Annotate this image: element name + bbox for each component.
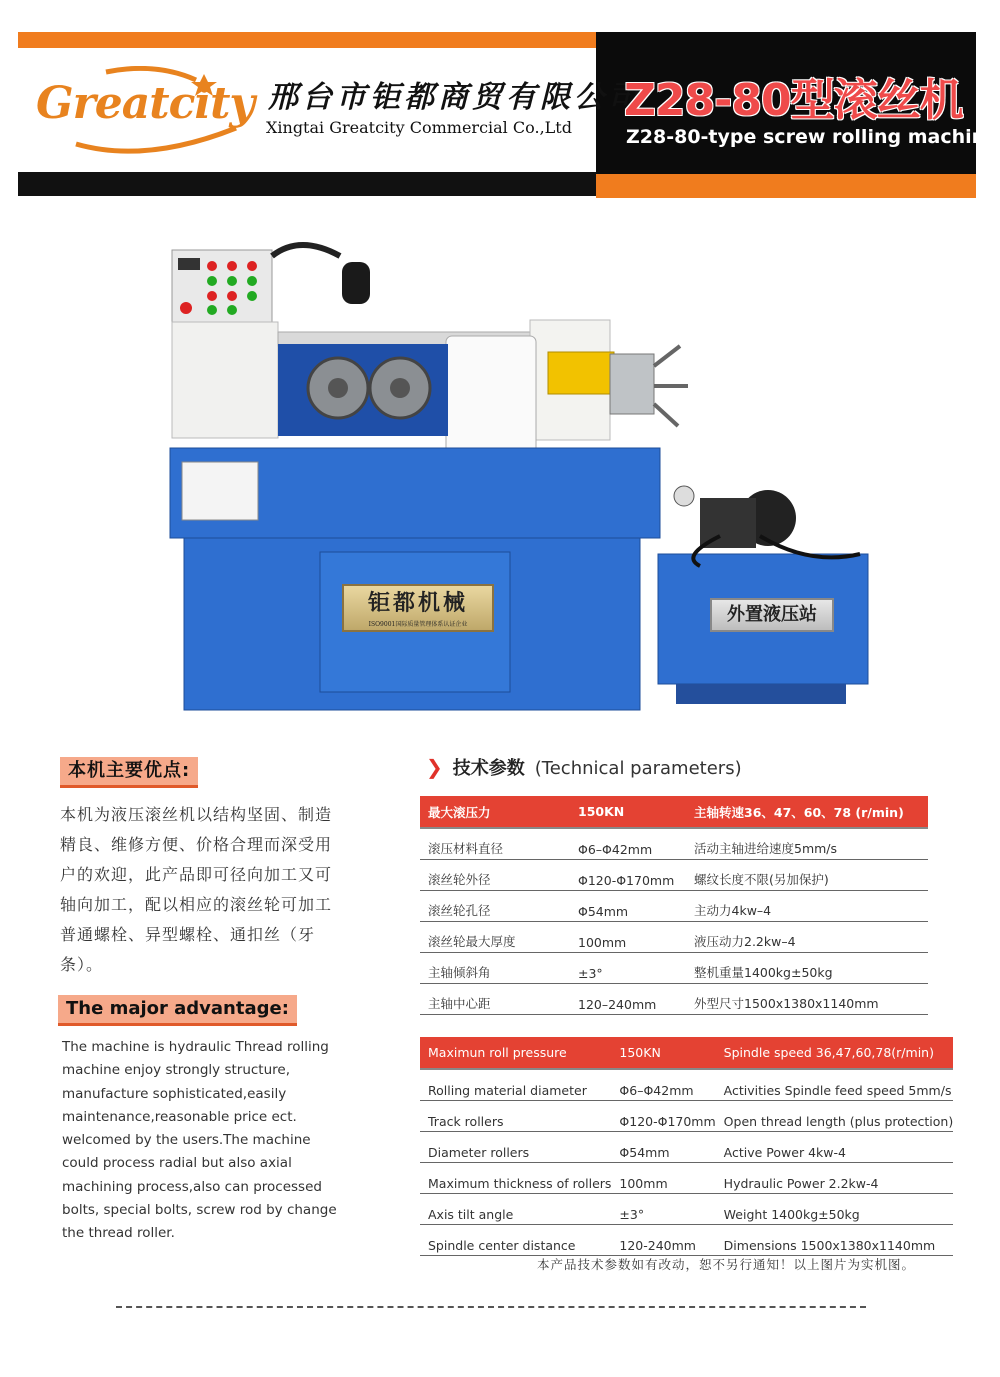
table-cell: 滚压材料直径 [420,828,570,860]
table-row [420,1163,953,1194]
table-cell: Hydraulic Power 2.2kw-4 [716,1163,954,1194]
table-cell: Track rollers [420,1101,611,1132]
table-cell: Maximun roll pressure [420,1037,611,1069]
table-cell: 液压动力2.2kw–4 [686,922,928,953]
machine-photo [160,236,880,716]
company-name-en: Xingtai Greatcity Commercial Co.,Ltd [266,118,572,137]
table-cell: Φ120-Φ170mm [570,860,686,891]
table-cell: 150KN [570,796,686,828]
table-cell: Weight 1400kg±50kg [716,1194,954,1225]
table-cell: 滚丝轮孔径 [420,891,570,922]
table-cell: Φ6–Φ42mm [570,828,686,860]
spec-table-cn [420,796,928,1015]
machine-brand-plate-text: 钜都机械 [367,590,468,616]
table-cell: 主轴倾斜角 [420,953,570,984]
table-cell: Activities Spindle feed speed 5mm/s [716,1069,954,1101]
table-cell: Rolling material diameter [420,1069,611,1101]
table-cell: 100mm [570,922,686,953]
advantages-text-en: The machine is hydraulic Thread rolling machine enjoy strongly structure, manufacture sophisticated,easily maintenance,reasonable price ect. welcomed by the users.The machine could process radial but also axial machining process,also can processed bolts, special bolts, screw rod by change the thread roller. [62,1039,337,1242]
table-row [420,891,928,922]
table-cell: 100mm [611,1163,715,1194]
dashed-divider [116,1306,866,1308]
table-row [420,860,928,891]
table-cell: 外型尺寸1500x1380x1140mm [686,984,928,1015]
machine-illustration [160,236,880,716]
table-cell: Φ6–Φ42mm [611,1069,715,1101]
table-cell: 主动力4kw–4 [686,891,928,922]
header-black-bar [18,172,596,196]
machine-brand-plate-sub: ISO9001国际质量管理体系认证企业 [368,621,468,628]
model-subtitle: Z28-80-type screw rolling machine [626,126,999,148]
table-row [420,828,928,860]
table-cell: 螺纹长度不限(另加保护) [686,860,928,891]
spec-header-row [420,796,928,828]
logo-wordmark: Greatcity [36,78,254,129]
table-cell: ±3° [611,1194,715,1225]
table-cell: Maximum thickness of rollers [420,1163,611,1194]
company-name-cn: 邢台市钜都商贸有限公司 [268,80,642,115]
spec-header-row [420,1037,953,1069]
table-row [420,984,928,1015]
table-cell: Dimensions 1500x1380x1140mm [716,1225,954,1256]
table-cell: Axis tilt angle [420,1194,611,1225]
table-row [420,953,928,984]
header-orange-bar [18,32,596,48]
advantages-text-cn: 本机为液压滚丝机以结构坚固、制造精良、维修方便、价格合理而深受用户的欢迎，此产品即可径向加工又可轴向加工，配以相应的滚丝轮可加工普通螺栓、异型螺栓、通扣丝（牙条）。 [60,805,333,974]
tech-heading-cn: 技术参数 [452,758,525,779]
header-orange-bar-right [596,174,976,198]
advantages-title-cn: 本机主要优点: [60,757,198,788]
table-cell: 滚丝轮外径 [420,860,570,891]
table-cell: Φ120-Φ170mm [611,1101,715,1132]
table-cell: 最大滚压力 [420,796,570,828]
table-row [420,922,928,953]
table-cell: 150KN [611,1037,715,1069]
brand-logo [36,66,256,162]
table-cell: 滚丝轮最大厚度 [420,922,570,953]
table-cell: 主轴中心距 [420,984,570,1015]
tech-params-heading [426,754,742,780]
machine-brand-plate [342,584,494,632]
table-cell: Spindle speed 36,47,60,78(r/min) [716,1037,954,1069]
advantages-title-en: The major advantage: [58,995,297,1026]
table-row [420,1069,953,1101]
table-cell: ±3° [570,953,686,984]
table-cell: Diameter rollers [420,1132,611,1163]
table-cell: Φ54mm [611,1132,715,1163]
spec-table-en [420,1037,953,1256]
table-cell: 整机重量1400kg±50kg [686,953,928,984]
chevron-right-icon: ❯ [426,755,443,779]
model-title: Z28-80型滚丝机 [624,75,963,126]
table-row [420,1225,953,1256]
table-cell: Active Power 4kw-4 [716,1132,954,1163]
hydraulic-station-plate: 外置液压站 [710,598,834,632]
tech-heading-en: (Technical parameters) [534,758,742,779]
table-row [420,1194,953,1225]
table-cell: 活动主轴进给速度5mm/s [686,828,928,860]
table-cell: Φ54mm [570,891,686,922]
table-cell: 120-240mm [611,1225,715,1256]
table-cell: 主轴转速36、47、60、78 (r/min) [686,796,928,828]
table-row [420,1132,953,1163]
table-cell: Open thread length (plus protection) [716,1101,954,1132]
table-cell: Spindle center distance [420,1225,611,1256]
table-cell: 120–240mm [570,984,686,1015]
footnote: 本产品技术参数如有改动，恕不另行通知！以上图片为实机图。 [537,1257,916,1272]
table-row [420,1101,953,1132]
